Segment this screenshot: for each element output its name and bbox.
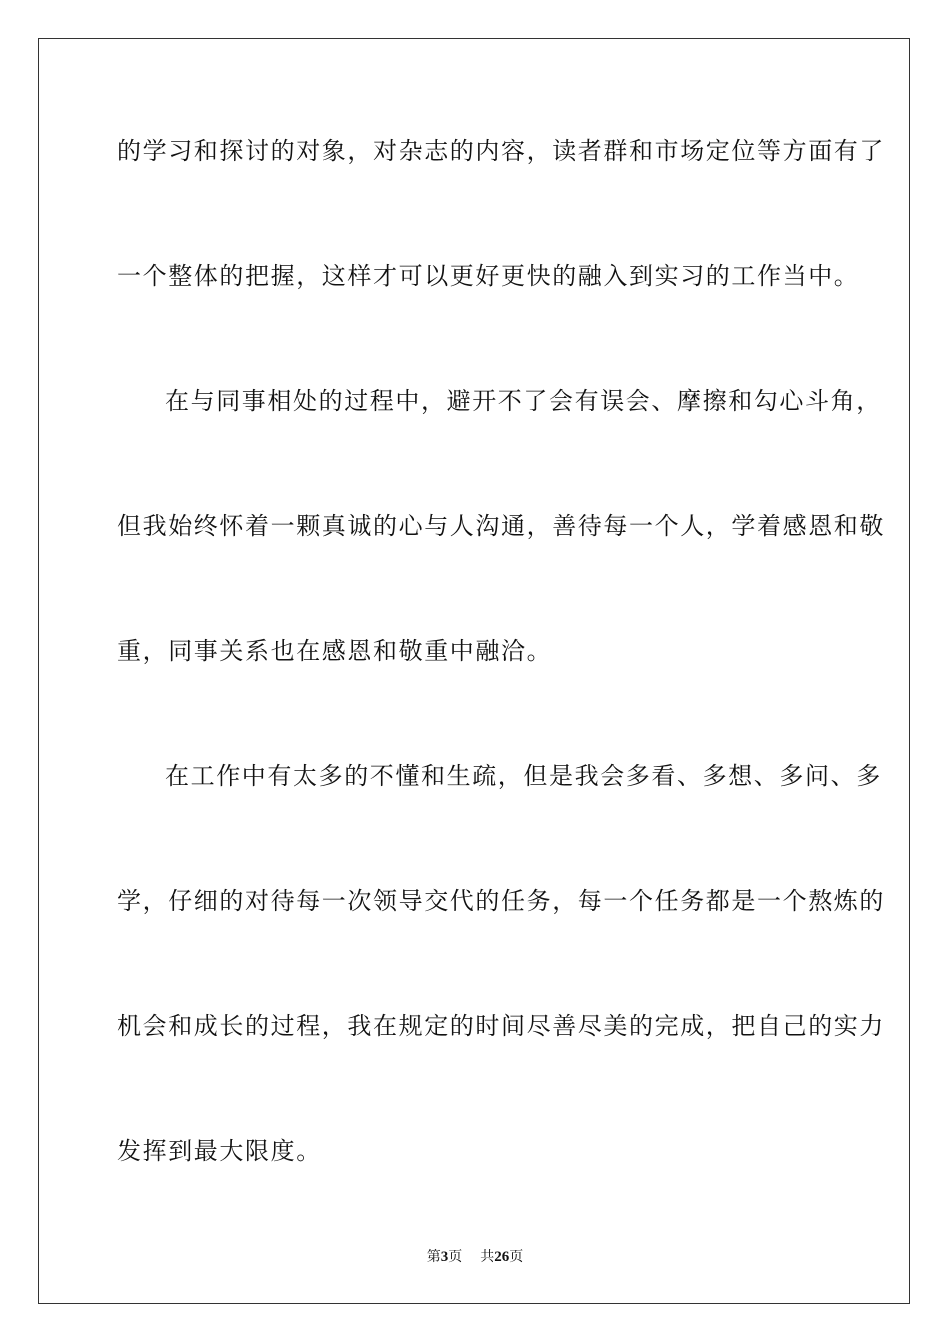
page-border	[38, 38, 910, 1304]
body-line-1: 的学习和探讨的对象，对杂志的内容，读者群和市场定位等方面有了	[117, 137, 885, 165]
total-suffix: 页	[509, 1249, 524, 1265]
body-line-7: 学，仔细的对待每一次领导交代的任务，每一个任务都是一个熬炼的	[117, 887, 885, 915]
page-footer	[0, 1246, 950, 1266]
page-current: 3	[440, 1249, 449, 1265]
body-line-2: 一个整体的把握，这样才可以更好更快的融入到实习的工作当中。	[117, 262, 860, 290]
page-total: 26	[494, 1249, 510, 1265]
page-prefix: 第	[426, 1249, 441, 1265]
page-suffix: 页	[448, 1249, 463, 1265]
body-line-6: 在工作中有太多的不懂和生疏，但是我会多看、多想、多问、多	[165, 762, 882, 790]
body-line-5: 重，同事关系也在感恩和敬重中融洽。	[117, 637, 553, 665]
body-line-9: 发挥到最大限度。	[117, 1137, 322, 1165]
total-prefix: 共	[480, 1249, 495, 1265]
body-line-4: 但我始终怀着一颗真诚的心与人沟通，善待每一个人，学着感恩和敬	[117, 512, 885, 540]
body-line-8: 机会和成长的过程，我在规定的时间尽善尽美的完成，把自己的实力	[117, 1012, 885, 1040]
body-line-3: 在与同事相处的过程中，避开不了会有误会、摩擦和勾心斗角，	[165, 387, 882, 415]
